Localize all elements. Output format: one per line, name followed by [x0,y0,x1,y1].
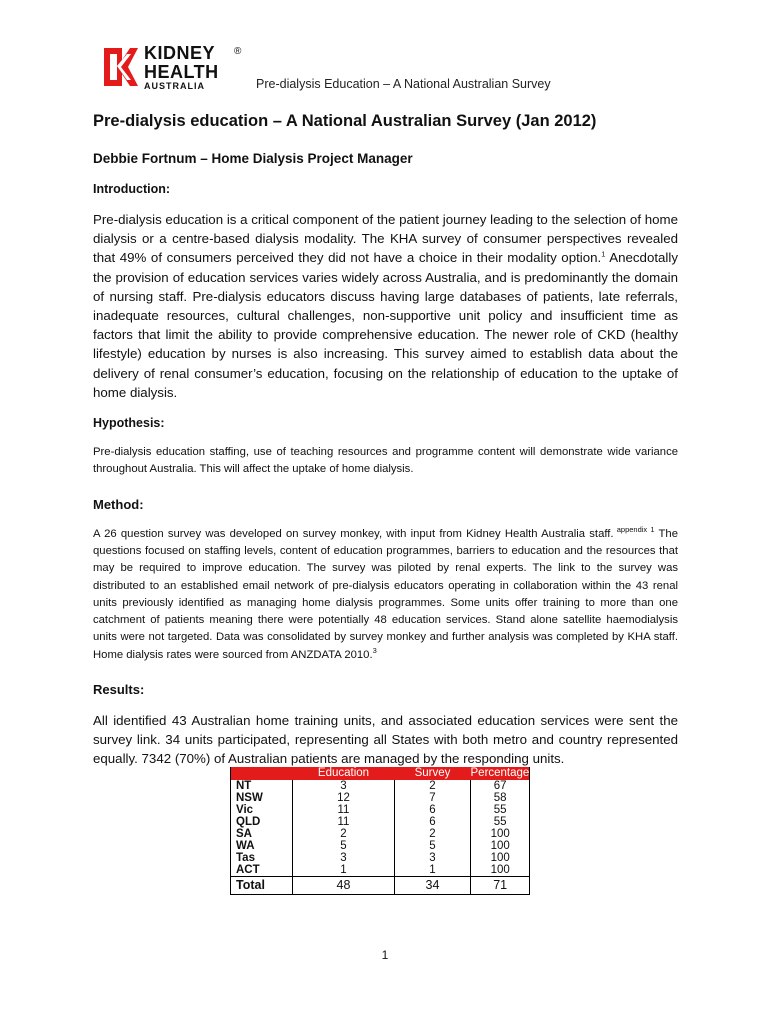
state-cell: ACT [231,864,293,877]
survey-cell: 2 [395,780,471,792]
logo-line-health: HEALTH [144,62,219,82]
percentage-cell: 55 [471,816,530,828]
total-education: 48 [293,877,395,895]
state-cell: Tas [231,852,293,864]
introduction-heading: Introduction: [93,182,171,196]
column-header: Percentage [470,767,530,779]
results-table [230,767,530,895]
education-cell: 3 [293,780,395,792]
percentage-cell: 67 [471,780,530,792]
survey-cell: 3 [395,852,471,864]
education-cell: 11 [293,804,395,816]
total-label: Total [231,877,293,895]
appendix-ref: appendix 1 [613,524,655,534]
footnote-ref-3: 3 [372,645,377,655]
registered-mark: ® [234,46,242,57]
table-row [231,840,530,852]
state-cell: SA [231,828,293,840]
education-cell: 3 [293,852,395,864]
survey-cell: 2 [395,828,471,840]
survey-cell: 7 [395,792,471,804]
introduction-paragraph: Pre-dialysis education is a critical component of the patient journey leading to the selection of home dialysis or a centre-based dialysis modality. The KHA survey of consumer perspectives revealed that 49% of consumers perceived they did not have a choice in their modality option.$^1$ Anecdotally the provision of education services varies widely across Australia, and is predominantly the domain of nursing staff. Pre-dialysis educators discuss having large databases of patients, late referrals, inadequate resources, cultural challenges, non-supportive unit policy and insufficient time as factors that limit the ability to provide comprehensive education. The newer role of CKD (healthy lifestyle) education by nurses is also increasing. This survey aimed to establish data about the delivery of renal consumer’s education, focusing on the relationship of education to the uptake of home dialysis. [93,212,678,400]
table-row [231,864,530,877]
kha-k-emblem-icon [100,46,140,88]
table-row [231,804,530,816]
document-title: Pre-dialysis education – A National Australian Survey (Jan 2012) [93,112,597,130]
logo-line-kidney: KIDNEY [144,43,216,63]
table-row [231,816,530,828]
education-cell: 2 [293,828,395,840]
survey-cell: 1 [395,864,471,877]
page-header [100,44,690,104]
method-paragraph: A 26 question survey was developed on survey monkey, with input from Kidney Health Australia staff. $^{appendix 1}$ The questions focused on staffing levels, content of education programmes, barriers to education and the resources that may be required to improve education. The survey was piloted by renal experts. The link to the survey was distributed to an established email network of pre-dialysis educators operating in collaboration within the 43 renal units previously identified as managing home dialysis programmes. Some units offer training to more than one catchment of patients meaning there were potentially 48 education services. Stand alone satellite haemodialysis units were not targeted. Data was consolidated by survey monkey and further analysis was completed by KHA staff. Home dialysis rates were sourced from ANZDATA 2010.$^3$ [93,524,678,661]
state-cell: QLD [231,816,293,828]
percentage-cell: 100 [471,852,530,864]
total-survey: 34 [395,877,471,895]
kidney-health-australia-logo [100,44,250,92]
table-header-row [231,767,530,780]
state-cell: NSW [231,792,293,804]
results-heading: Results: [93,682,145,697]
table-row [231,780,530,792]
footnote-ref-1: 1 [601,249,606,259]
logo-line-australia: AUSTRALIA [144,81,205,91]
survey-cell: 6 [395,804,471,816]
education-cell: 1 [293,864,395,877]
column-header [231,767,293,780]
table-row [231,792,530,804]
survey-cell: 6 [395,816,471,828]
author-line: Debbie Fortnum – Home Dialysis Project Manager [93,151,413,166]
percentage-cell: 55 [471,804,530,816]
education-cell: 11 [293,816,395,828]
results-paragraph: All identified 43 Australian home training units, and associated education services were sent the survey link. 34 units participated, representing all States with both metro and country represented equally. 7342 (70%) of Australian patients are managed by the responding units. [93,713,678,767]
column-header: Education [293,767,395,780]
education-cell: 12 [293,792,395,804]
hypothesis-paragraph: Pre-dialysis education staffing, use of teaching resources and programme content will demonstrate wide variance throughout Australia. This will affect the uptake of home dialysis. [93,446,678,476]
results-table-wrapper [230,767,530,895]
state-cell: WA [231,840,293,852]
percentage-cell: 100 [471,864,530,877]
percentage-cell: 58 [471,792,530,804]
column-header: Survey [395,767,471,780]
page-number: 1 [381,948,389,962]
hypothesis-heading: Hypothesis: [93,416,165,431]
document-body [93,112,678,783]
table-row [231,828,530,840]
table-row [231,852,530,864]
total-percentage: 71 [471,877,530,895]
percentage-cell: 100 [471,828,530,840]
percentage-cell: 100 [471,840,530,852]
table-total-row [231,877,530,895]
running-title: Pre-dialysis Education – A National Australian Survey [256,77,551,91]
state-cell: Vic [231,804,293,816]
survey-cell: 5 [395,840,471,852]
method-heading: Method: [93,496,144,512]
state-cell: NT [231,780,293,792]
education-cell: 5 [293,840,395,852]
